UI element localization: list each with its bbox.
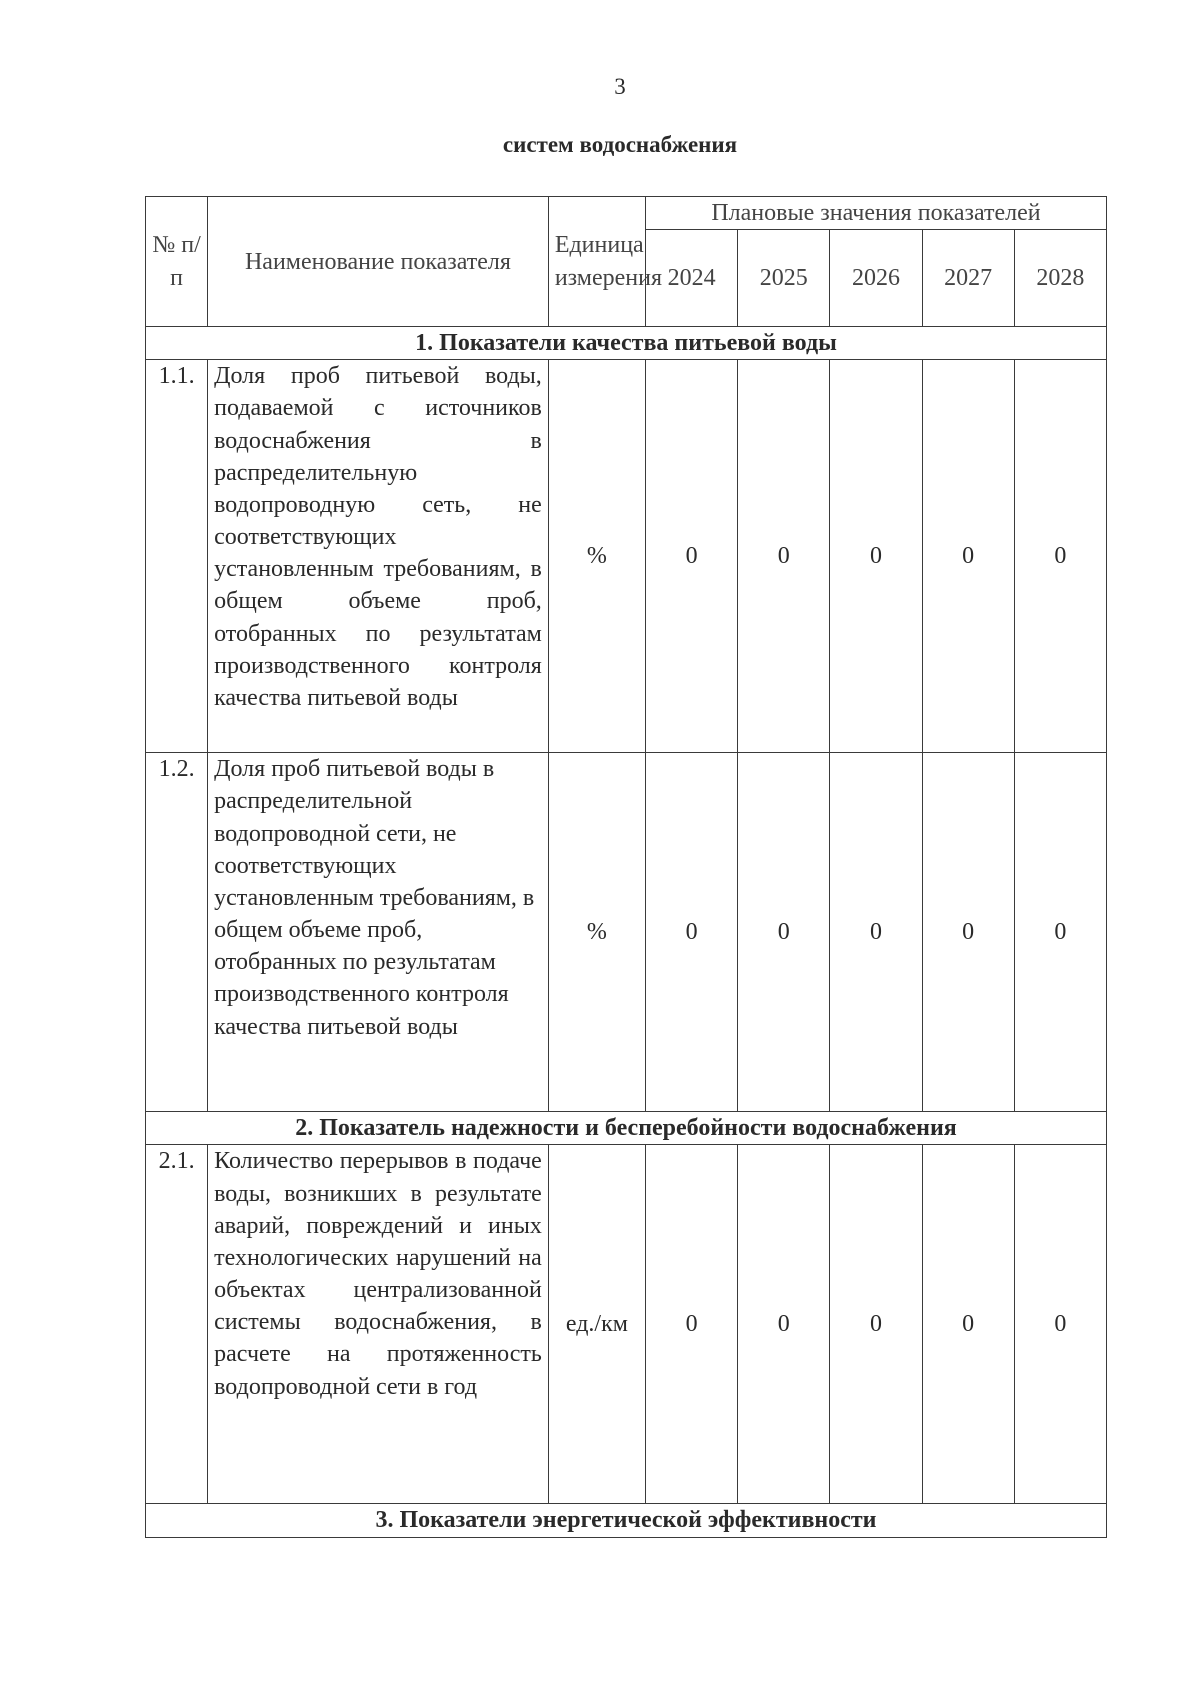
- section-row: [146, 1112, 1107, 1145]
- value-cell: 0: [830, 1145, 922, 1504]
- value-cell: 0: [1014, 360, 1106, 753]
- section-title: 3. Показатели энергетической эффективности: [146, 1504, 1107, 1537]
- value-cell: 0: [922, 753, 1014, 1112]
- value-cell: 0: [1014, 753, 1106, 1112]
- value-cell: 0: [922, 1145, 1014, 1504]
- indicator-name-text: Доля проб питьевой воды, подаваемой с источников водоснабжения в распределительную водопроводную сеть, не соответствующих установленным требованиям, в общем объеме проб, отобранных по результатам производственного контроля качества питьевой воды: [214, 363, 542, 711]
- value-cell: 0: [738, 1145, 830, 1504]
- header-year: 2025: [738, 230, 830, 327]
- value-cell: 0: [646, 1145, 738, 1504]
- unit-cell: %: [548, 360, 645, 753]
- value-cell: 0: [646, 753, 738, 1112]
- section-title: 2. Показатель надежности и бесперебойности водоснабжения: [146, 1112, 1107, 1145]
- page-number: 3: [614, 74, 626, 99]
- header-planned-values: Плановые значения показателей: [646, 197, 1107, 230]
- table-row: [146, 753, 1107, 1112]
- indicator-name: [208, 1145, 549, 1504]
- header-year: 2028: [1014, 230, 1106, 327]
- section-row: [146, 1504, 1107, 1537]
- indicators-table: [145, 196, 1107, 1538]
- value-cell: 0: [830, 360, 922, 753]
- unit-cell: %: [548, 753, 645, 1112]
- section-row: [146, 327, 1107, 360]
- indicator-name-text: Количество перерывов в подаче воды, возникших в результате аварий, повреждений и иных технологических нарушений на объектах централизованной системы водоснабжения, в расчете на протяженность водопроводной сети в год: [214, 1148, 542, 1400]
- header-year: 2024: [646, 230, 738, 327]
- header-number: № п/п: [146, 197, 208, 327]
- value-cell: 0: [922, 360, 1014, 753]
- section-title: 1. Показатели качества питьевой воды: [146, 327, 1107, 360]
- value-cell: 0: [830, 753, 922, 1112]
- indicator-name: [208, 360, 549, 753]
- header-indicator-name: Наименование показателя: [208, 197, 549, 327]
- table-row: [146, 1145, 1107, 1504]
- document-heading: систем водоснабжения: [502, 132, 738, 157]
- value-cell: 0: [738, 753, 830, 1112]
- header-year: 2027: [922, 230, 1014, 327]
- value-cell: 0: [738, 360, 830, 753]
- value-cell: 0: [646, 360, 738, 753]
- header-year: 2026: [830, 230, 922, 327]
- table-row: [146, 360, 1107, 753]
- value-cell: 0: [1014, 1145, 1106, 1504]
- row-number: 1.1.: [146, 360, 208, 753]
- row-number: 1.2.: [146, 753, 208, 1112]
- unit-cell: ед./км: [548, 1145, 645, 1504]
- row-number: 2.1.: [146, 1145, 208, 1504]
- indicator-name-text: Доля проб питьевой воды в распределительной водопроводной сети, не соответствующих установленным требованиям, в общем объеме проб, отобранных по результатам производственного контроля качества питьевой воды: [214, 756, 535, 1040]
- indicator-name: [208, 753, 549, 1112]
- header-unit: Единица измерения: [548, 197, 645, 327]
